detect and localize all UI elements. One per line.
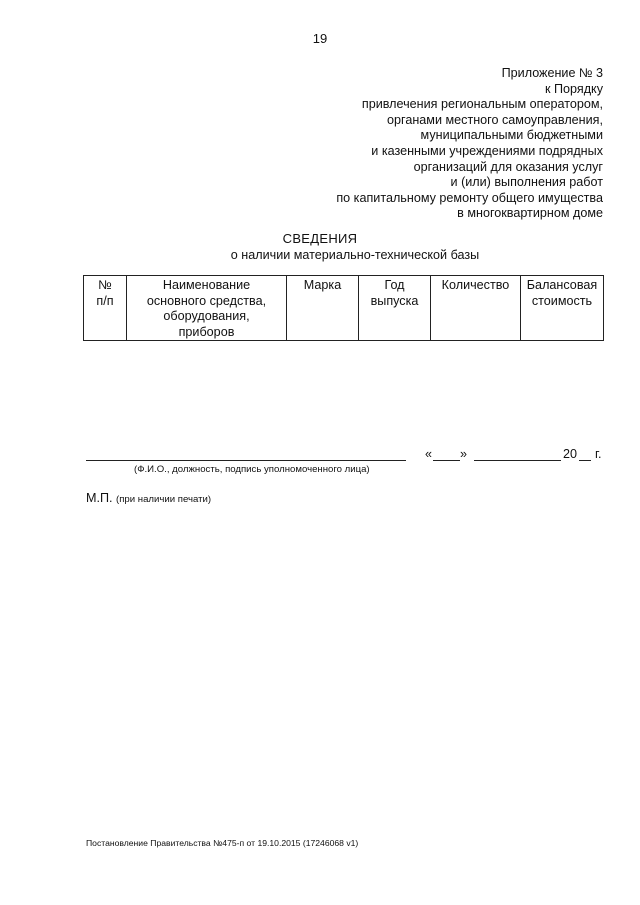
document-footer: Постановление Правительства №475-п от 19.10.2015 (17246068 v1) — [86, 838, 359, 848]
appendix-line: муниципальными бюджетными — [420, 128, 603, 143]
appendix-line: по капитальному ремонту общего имущества — [336, 190, 603, 205]
header-cell-year — [359, 276, 431, 341]
header-text: Балансовая — [526, 278, 598, 292]
document-title: СВЕДЕНИЯ — [282, 231, 358, 246]
header-text: Марка — [303, 278, 342, 292]
header-cell-balance-value — [521, 276, 604, 341]
header-text: основного средства, — [146, 293, 267, 308]
seal-row — [86, 491, 211, 505]
appendix-line: организаций для оказания услуг — [413, 159, 603, 174]
signature-line — [86, 460, 406, 461]
appendix-line: и (или) выполнения работ — [450, 175, 603, 190]
signature-caption: (Ф.И.О., должность, подпись уполномоченного лица) — [134, 464, 370, 475]
appendix-line: в многоквартирном доме — [457, 206, 603, 221]
appendix-line: к Порядку — [544, 81, 603, 96]
header-text: Наименование — [162, 278, 251, 292]
month-blank-line — [474, 460, 561, 461]
seal-label: М.П. — [86, 491, 113, 505]
header-text: приборов — [178, 324, 235, 339]
appendix-line: привлечения региональным оператором, — [361, 97, 603, 112]
table-header-row — [84, 276, 604, 341]
header-text: № — [98, 278, 112, 292]
header-text: стоимость — [531, 293, 593, 308]
header-text: оборудования, — [163, 309, 250, 323]
appendix-header — [263, 66, 603, 222]
header-cell-quantity — [431, 276, 521, 341]
header-cell-number — [84, 276, 127, 341]
appendix-line: Приложение № 3 — [501, 66, 603, 80]
header-text: Количество — [441, 278, 510, 292]
date-close-quote: » — [460, 447, 468, 461]
header-text: выпуска — [370, 293, 419, 308]
appendix-line: органами местного самоуправления, — [387, 112, 603, 127]
header-cell-name — [127, 276, 287, 341]
header-cell-brand — [287, 276, 359, 341]
header-text: п/п — [96, 293, 114, 308]
year-prefix: 20 — [563, 447, 578, 461]
document-subtitle: о наличии материально-технической базы — [230, 248, 480, 262]
appendix-line: и казенными учреждениями подрядных — [371, 143, 603, 158]
page-number: 19 — [312, 31, 328, 46]
assets-table — [83, 275, 604, 341]
year-suffix: г. — [595, 447, 602, 461]
date-open-quote: « — [425, 447, 433, 461]
header-text: Год — [384, 278, 405, 292]
year-blank-line — [579, 460, 591, 461]
day-blank-line — [433, 460, 460, 461]
seal-note: (при наличии печати) — [116, 494, 212, 505]
